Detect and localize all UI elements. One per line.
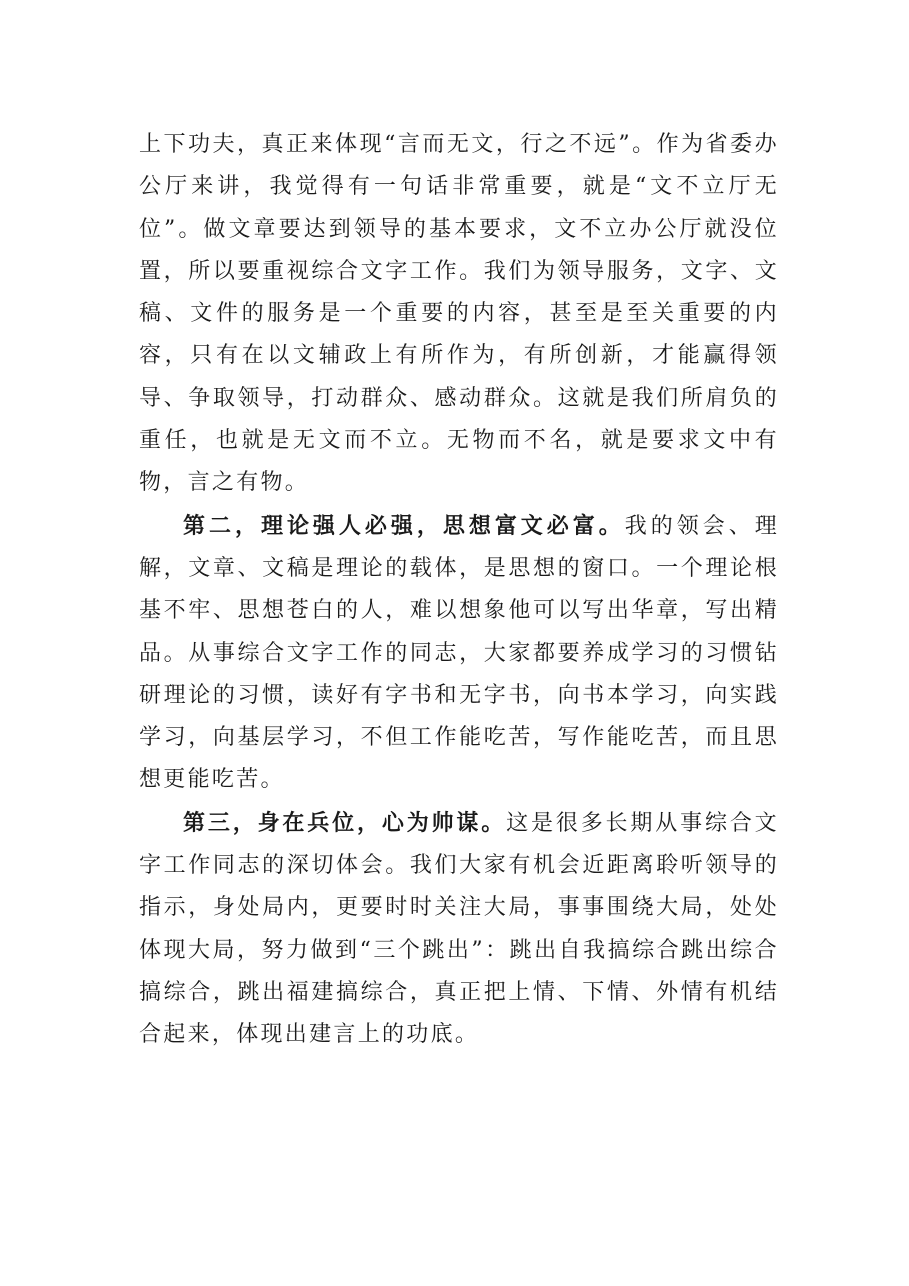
paragraph-3-text: 这是很多长期从事综合文字工作同志的深切体会。我们大家有机会近距离聆听领导的指示，身处局内，更要时时关注大局，事事围绕大局，处处体现大局，努力做到“三个跳出”：跳出自我搞综合跳出综合搞综合，跳出福建搞综合，真正把上情、下情、外情有机结合起来，体现出建言上的功底。 (139, 810, 779, 1048)
paragraph-2-heading: 第二，理论强人必强，思想富文必富。 (183, 512, 625, 539)
paragraph-2-text: 我的领会、理解，文章、文稿是理论的载体，是思想的窗口。一个理论根基不牢、思想苍白的人，难以想象他可以写出华章，写出精品。从事综合文字工作的同志，大家都要养成学习的习惯钻研理论的习惯，读好有字书和无字书，向书本学习，向实践学习，向基层学习，不但工作能吃苦，写作能吃苦，而且思想更能吃苦。 (139, 513, 779, 793)
paragraph-1-text: 上下功夫，真正来体现“言而无文，行之不远”。作为省委办公厅来讲，我觉得有一句话非常重要，就是“文不立厅无位”。做文章要达到领导的基本要求，文不立办公厅就没位置，所以要重视综合文字工作。我们为领导服务，文字、文稿、文件的服务是一个重要的内容，甚至是至关重要的内容，只有在以文辅政上有所作为，有所创新，才能赢得领导、争取领导，打动群众、感动群众。这就是我们所肩负的重任，也就是无文而不立。无物而不名，就是要求文中有物，言之有物。 (139, 132, 779, 496)
document-body (139, 124, 779, 1057)
paragraph-3-heading: 第三，身在兵位，心为帅谋。 (183, 809, 507, 836)
paragraph-1 (139, 124, 779, 505)
paragraph-2 (139, 505, 779, 802)
paragraph-3 (139, 802, 779, 1057)
